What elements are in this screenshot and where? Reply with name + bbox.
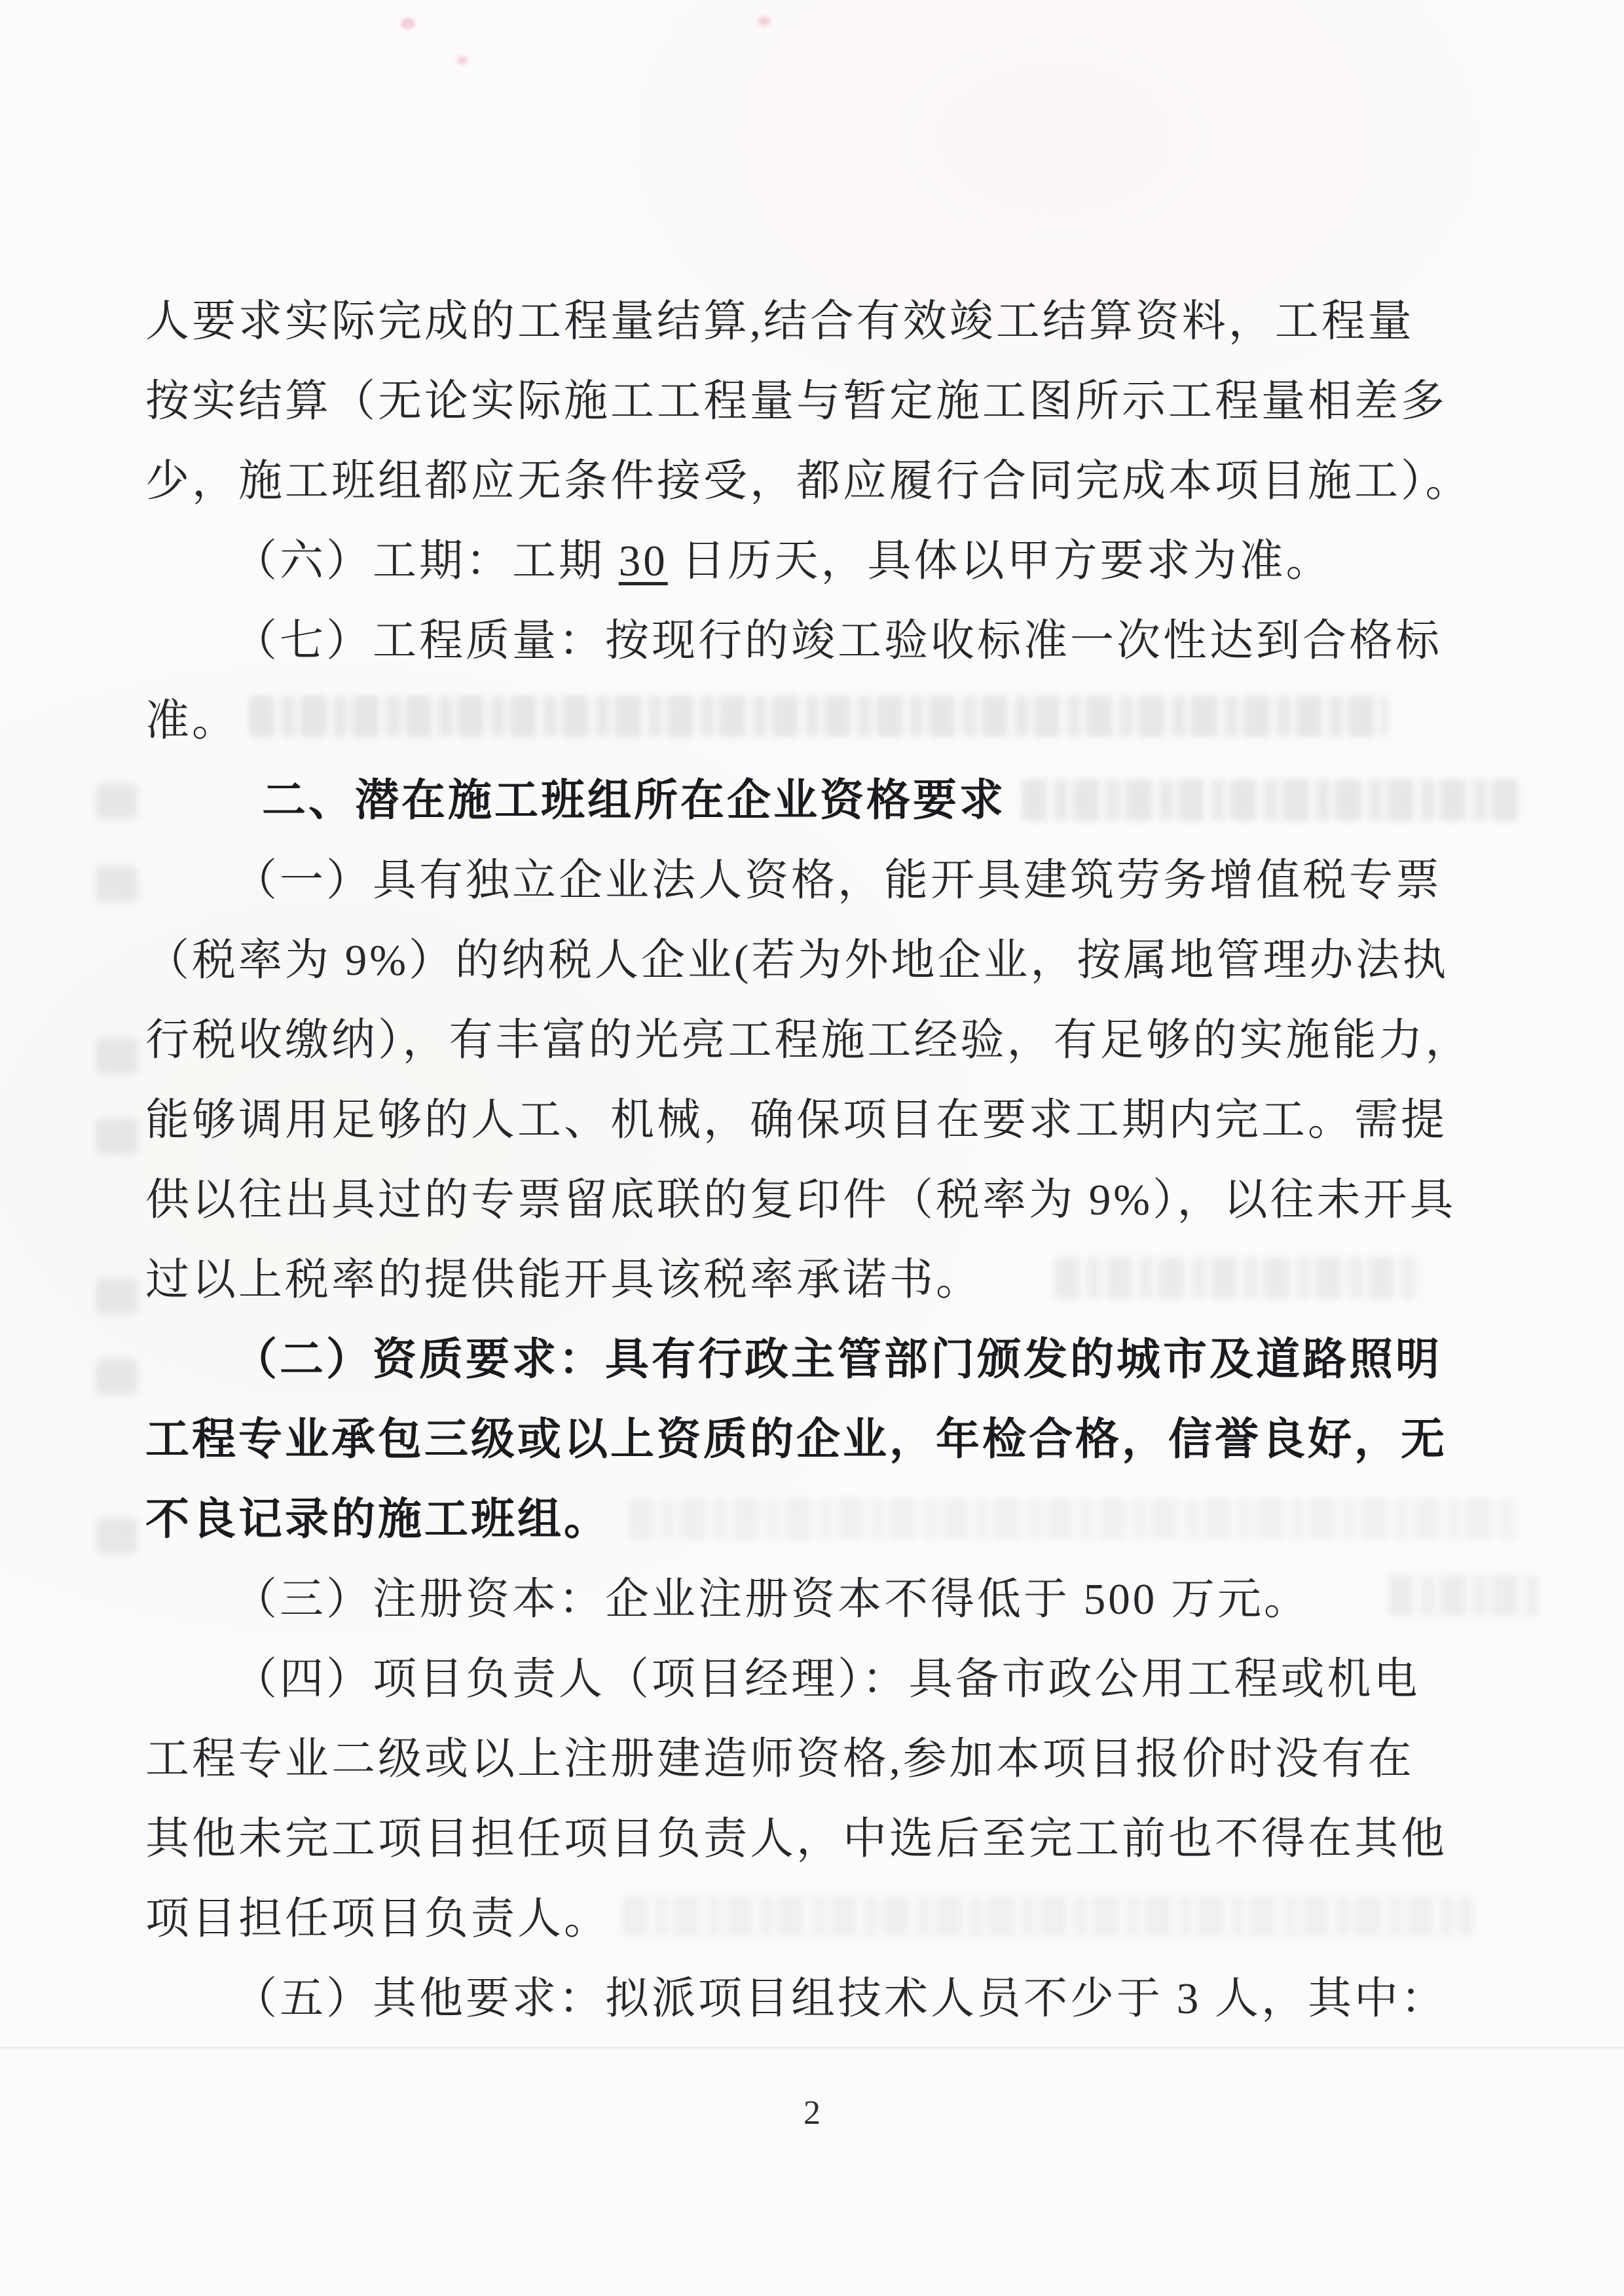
text-line: （税率为 9%）的纳税人企业(若为外地企业，按属地管理办法执 — [145, 936, 1449, 985]
bleedthrough-smudge — [96, 1038, 138, 1074]
text-line: 项目担任项目负责人。 — [145, 1895, 610, 1943]
text-line: （七）工程质量：按现行的竣工验收标准一次性达到合格标 — [233, 617, 1442, 665]
scan-speck — [457, 56, 468, 64]
text-line: （五）其他要求：拟派项目组技术人员不少于 3 人，其中： — [233, 1975, 1447, 2023]
text-line: （四）项目负责人（项目经理）：具备市政公用工程或机电 — [233, 1655, 1420, 1704]
text-line: （三）注册资本：企业注册资本不得低于 500 万元。 — [233, 1575, 1310, 1624]
text-line: 准。 — [145, 697, 238, 745]
scan-speck — [758, 17, 770, 26]
text-line: （二）资质要求：具有行政主管部门颁发的城市及道路照明 — [233, 1336, 1442, 1384]
document-body — [145, 282, 1480, 2039]
bleedthrough-smudge — [96, 783, 138, 820]
text-line: 少，施工班组都应无条件接受，都应履行合同完成本项目施工）。 — [145, 457, 1472, 505]
text-line: （一）具有独立企业法人资格，能开具建筑劳务增值税专票 — [233, 856, 1442, 905]
text-line: 按实结算（无论实际施工工程量与暂定施工图所示工程量相差多 — [145, 377, 1447, 426]
bleedthrough-smudge — [629, 1498, 1519, 1540]
text-line: 供以往出具过的专票留底联的复印件（税率为 9%），以往未开具 — [145, 1176, 1456, 1224]
bleedthrough-smudge — [96, 866, 138, 902]
text-line: 其他未完工项目担任项目负责人，中选后至完工前也不得在其他 — [145, 1815, 1447, 1863]
text-line-duration-clause — [145, 521, 1480, 601]
bleedthrough-smudge — [1022, 779, 1519, 821]
scan-speck — [401, 18, 415, 29]
text-line: 工程专业二级或以上注册建造师资格,参加本项目报价时没有在 — [145, 1735, 1414, 1783]
text-line: 能够调用足够的人工、机械，确保项目在要求工期内完工。需提 — [145, 1096, 1447, 1144]
section-heading: 二、潜在施工班组所在企业资格要求 — [262, 776, 1006, 825]
bleedthrough-smudge — [96, 1518, 138, 1554]
duration-days-value: 30 — [618, 537, 668, 585]
bleedthrough-smudge — [622, 1895, 1473, 1937]
text-line: 人要求实际完成的工程量结算,结合有效竣工结算资料，工程量 — [145, 297, 1414, 346]
bleedthrough-smudge — [1054, 1257, 1421, 1299]
clause-text: 日历天，具体以甲方要求为准。 — [667, 537, 1333, 585]
text-line: 行税收缴纳），有丰富的光亮工程施工经验，有足够的实施能力， — [145, 1016, 1472, 1065]
bleedthrough-smudge — [96, 1358, 138, 1395]
bleedthrough-smudge — [249, 695, 1388, 737]
text-line: 不良记录的施工班组。 — [145, 1495, 610, 1544]
bleedthrough-smudge — [1388, 1575, 1539, 1616]
bleedthrough-smudge — [96, 1118, 138, 1155]
text-line: 工程专业承包三级或以上资质的企业，年检合格，信誉良好，无 — [145, 1415, 1447, 1464]
scan-artifact-line — [0, 2047, 1624, 2049]
clause-text: （六）工期：工期 — [233, 537, 619, 585]
bleedthrough-smudge — [96, 1278, 138, 1315]
text-line: 过以上税率的提供能开具该税率承诺书。 — [145, 1256, 982, 1304]
page-number: 2 — [803, 2094, 821, 2132]
